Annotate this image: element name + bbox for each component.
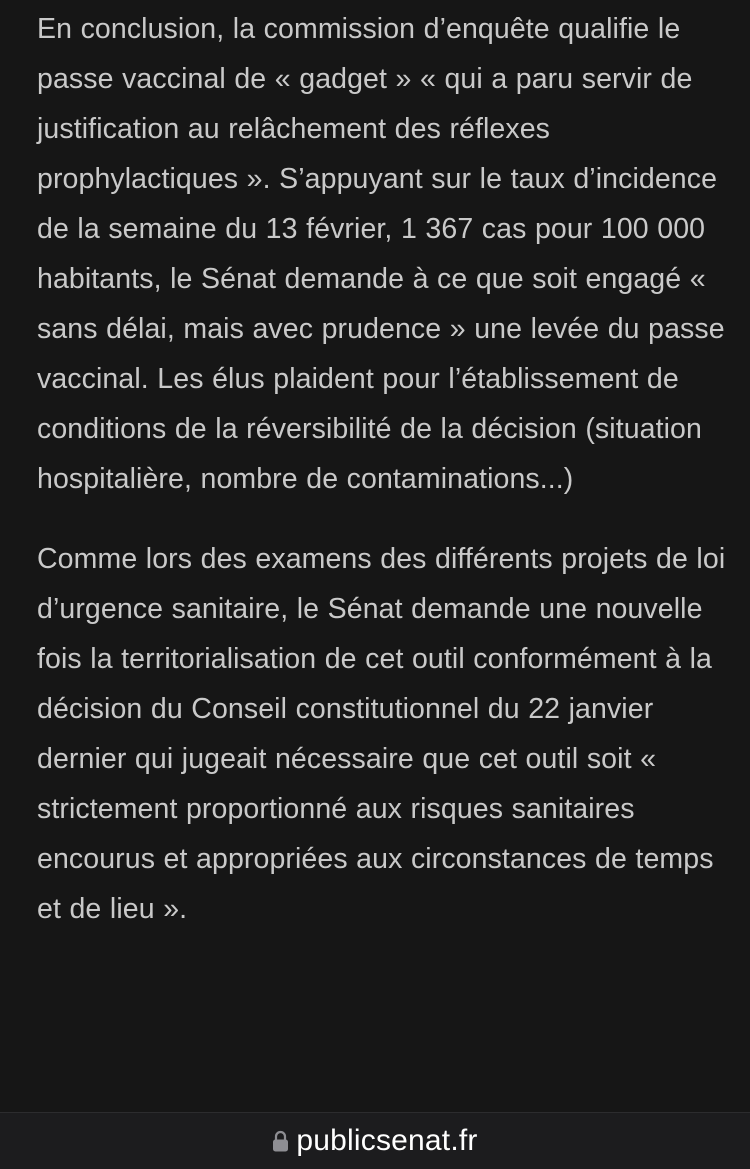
browser-address-bar[interactable] bbox=[0, 1112, 750, 1169]
article-paragraph: En conclusion, la commission d’enquête qualifie le passe vaccinal de « gadget » « qui a paru servir de justification au relâchement des réflexes prophylactiques ». S’appuyant sur le taux d’incidence de la semaine du 13 février, 1 367 cas pour 100 000 habitants, le Sénat demande à ce que soit engagé « sans délai, mais avec prudence » une levée du passe vaccinal. Les élus plaident pour l’établissement de conditions de la réversibilité de la décision (situation hospitalière, nombre de contaminations...) bbox=[37, 13, 725, 495]
article-body bbox=[37, 4, 727, 934]
url-text[interactable]: publicsenat.fr bbox=[296, 1124, 478, 1157]
article-paragraph: Comme lors des examens des différents projets de loi d’urgence sanitaire, le Sénat demande une nouvelle fois la territorialisation de cet outil conformément à la décision du Conseil constitutionnel du 22 janvier dernier qui jugeait nécessaire que cet outil soit « strictement proportionné aux risques sanitaires encourus et appropriées aux circonstances de temps et de lieu ». bbox=[37, 543, 726, 925]
lock-icon bbox=[272, 1130, 289, 1152]
url-display[interactable] bbox=[0, 1123, 750, 1159]
